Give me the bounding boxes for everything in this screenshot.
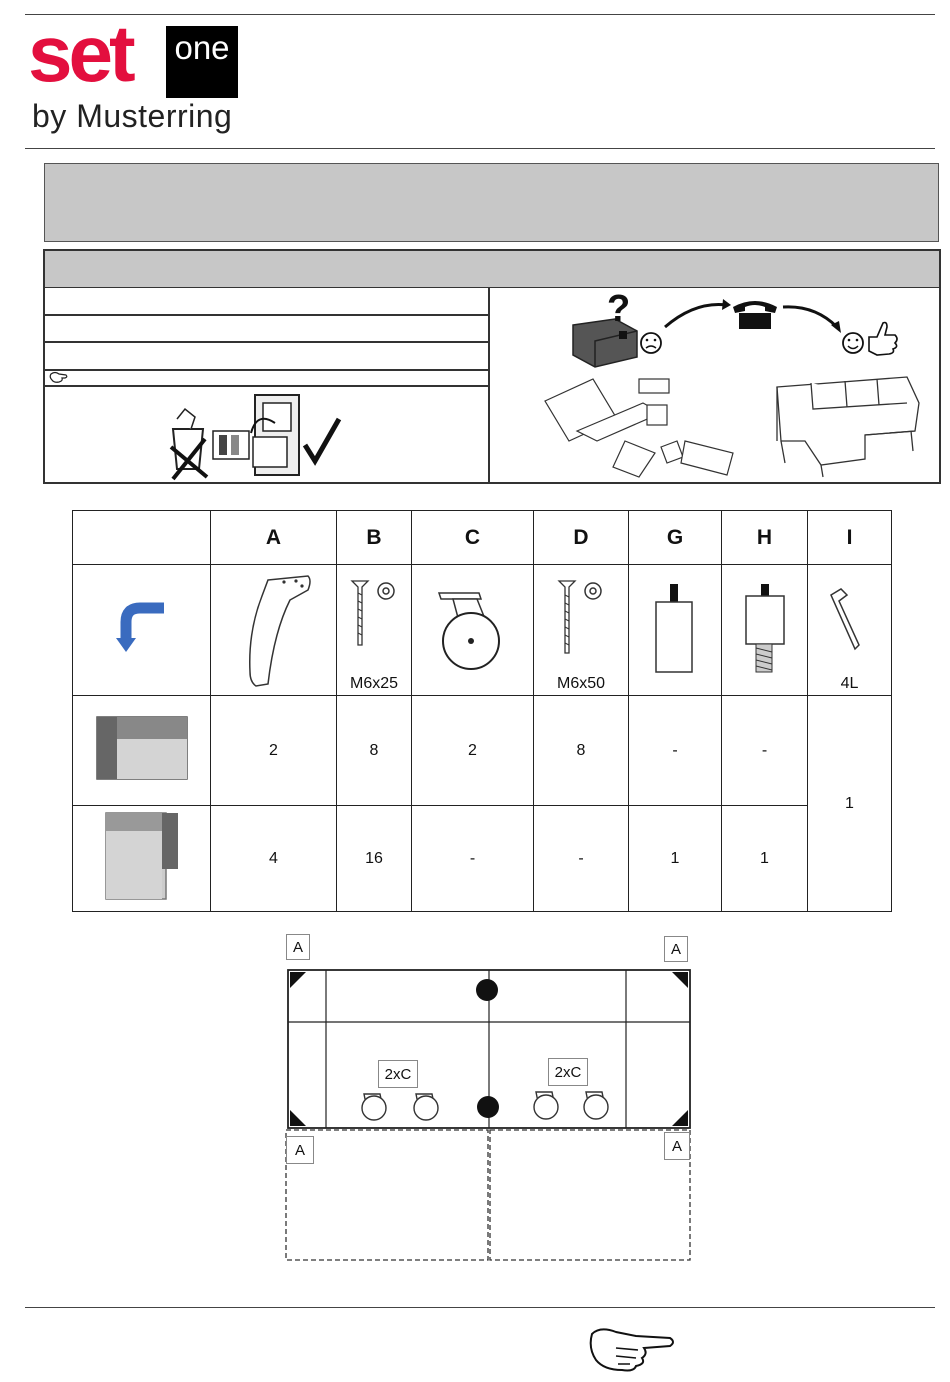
- packaging-parts-icon: [545, 379, 733, 477]
- tag-a-bottom-right: A: [664, 1132, 690, 1160]
- screw-m6x25-icon: [344, 573, 404, 673]
- row1-h: -: [722, 696, 808, 806]
- header-rule: [25, 148, 935, 149]
- part-h-cell: [722, 565, 808, 696]
- logo-subtitle: by Musterring: [32, 98, 233, 134]
- col-header-i: I: [808, 511, 892, 565]
- sofa-module-cell: [73, 696, 211, 806]
- sofa-module-icon: [95, 715, 189, 781]
- parts-image-row: [73, 565, 892, 696]
- part-d-size-label: M6x50: [556, 675, 606, 692]
- parts-table: [72, 510, 892, 912]
- threaded-foot-icon: [740, 582, 790, 678]
- part-c-cell: [412, 565, 534, 696]
- col-header-d: D: [534, 511, 629, 565]
- col-header-b: B: [337, 511, 412, 565]
- part-i-cell: [808, 565, 892, 696]
- checkmark-icon: [305, 419, 339, 461]
- row2-h: 1: [722, 806, 808, 912]
- tag-2xc-left: 2xC: [378, 1060, 418, 1088]
- pointing-hand-icon: [586, 1324, 678, 1372]
- damage-report-illustration: [515, 291, 940, 481]
- info-line-2: [45, 341, 489, 343]
- sad-face-icon: [641, 333, 661, 353]
- telephone-icon: [733, 301, 777, 329]
- recamiere-module-icon: [104, 811, 180, 901]
- document-folder-icon: [213, 431, 249, 459]
- row1-b: 8: [337, 696, 412, 806]
- turn-over-arrow-icon: [112, 600, 172, 660]
- box-question-icon: [573, 291, 637, 367]
- logo-one-box: one: [166, 26, 238, 98]
- allen-key-icon: [825, 585, 875, 655]
- tag-a-top-left: A: [286, 934, 310, 960]
- footer-rule: [25, 1307, 935, 1308]
- col-header-c: C: [412, 511, 534, 565]
- svg-text:?: ?: [607, 291, 631, 330]
- row2-b: 16: [337, 806, 412, 912]
- col-header-g: G: [629, 511, 722, 565]
- keep-documents-illustration: [165, 389, 345, 481]
- row1-g: -: [629, 696, 722, 806]
- parts-header-row: [73, 511, 892, 565]
- logo-set-text: set: [28, 9, 132, 98]
- foot-block-icon: [650, 582, 700, 678]
- part-b-cell: [337, 565, 412, 696]
- turn-arrow-cell: [73, 565, 211, 696]
- row1-c: 2: [412, 696, 534, 806]
- table-row: [73, 806, 892, 912]
- screw-m6x50-icon: [551, 573, 611, 673]
- row2-c: -: [412, 806, 534, 912]
- brand-logo: [28, 9, 243, 137]
- row2-a: 4: [211, 806, 337, 912]
- row2-g: 1: [629, 806, 722, 912]
- leg-placement-diagram: [280, 930, 700, 1270]
- thumbs-up-icon: [869, 323, 897, 356]
- pointing-hand-mini-icon: [49, 371, 69, 384]
- arrow-to-happy: [783, 307, 837, 327]
- tag-a-bottom-left: A: [286, 1136, 314, 1164]
- row1-a: 2: [211, 696, 337, 806]
- diagram-drawing: [280, 930, 700, 1270]
- header-panel: [44, 163, 939, 242]
- recamiere-module-cell: [73, 806, 211, 912]
- sofa-leg-icon: [234, 572, 314, 688]
- col-header-empty: [73, 511, 211, 565]
- info-line-3: [45, 369, 489, 371]
- file-cabinet-keep-icon: [251, 395, 299, 475]
- col-header-h: H: [722, 511, 808, 565]
- tag-2xc-right: 2xC: [548, 1058, 588, 1086]
- info-panel: [43, 249, 941, 484]
- row1-d: 8: [534, 696, 629, 806]
- part-a-cell: [211, 565, 337, 696]
- happy-face-icon: [843, 333, 863, 353]
- trash-no-icon: [171, 409, 207, 479]
- top-rule: [25, 14, 935, 15]
- tag-a-top-right: A: [664, 936, 688, 962]
- info-panel-title-bar: [45, 251, 939, 288]
- info-line-4: [45, 385, 489, 387]
- part-i-size-label: 4L: [840, 675, 859, 692]
- caster-wheel-icon: [433, 585, 513, 675]
- row2-d: -: [534, 806, 629, 912]
- sofa-corner-icon: [777, 377, 919, 477]
- merged-i: 1: [808, 696, 892, 912]
- table-row: [73, 696, 892, 806]
- part-g-cell: [629, 565, 722, 696]
- part-d-cell: [534, 565, 629, 696]
- arrow-to-phone: [665, 304, 727, 327]
- info-line-1: [45, 314, 489, 316]
- part-b-size-label: M6x25: [349, 675, 399, 692]
- col-header-a: A: [211, 511, 337, 565]
